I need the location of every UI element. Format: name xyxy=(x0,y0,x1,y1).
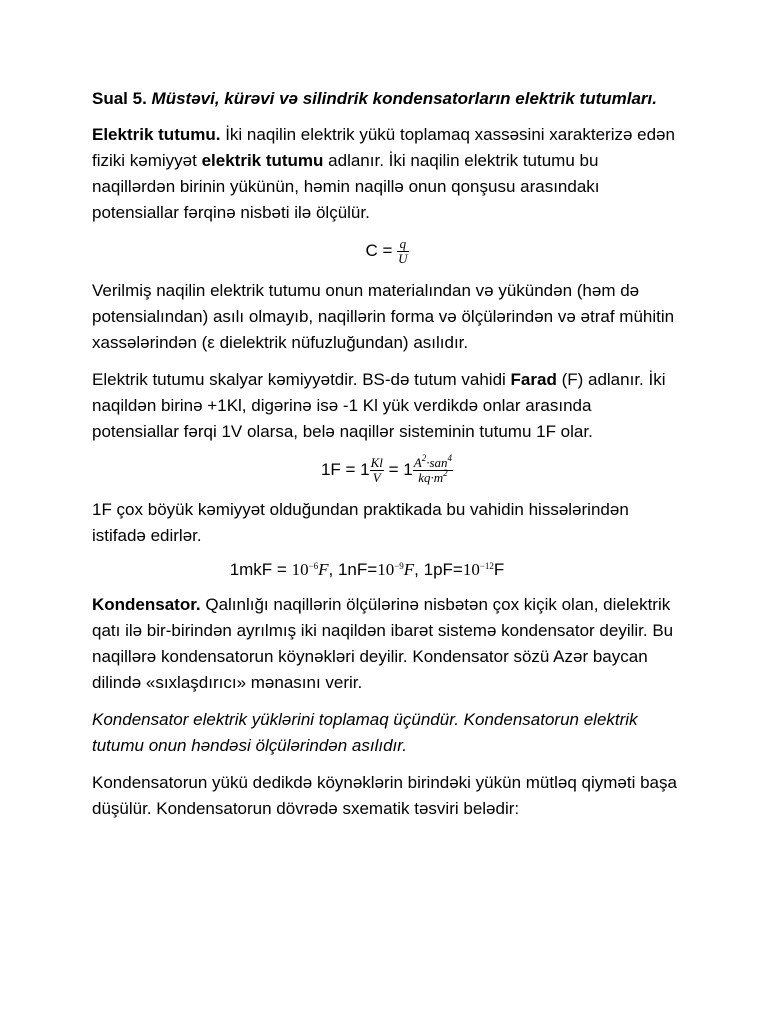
formula-lhs: 1F = 1 xyxy=(320,459,370,479)
exponent: −6 xyxy=(308,561,319,571)
document-page xyxy=(92,86,682,833)
formula-fraction-kl-v xyxy=(370,456,384,485)
term-kondensator: Kondensator. xyxy=(92,595,201,614)
formula-subunits xyxy=(92,560,682,580)
symbol-kq-m: kq·m xyxy=(418,470,444,485)
exponent: −9 xyxy=(394,561,404,571)
exponent: 4 xyxy=(447,453,453,463)
paragraph-kondensator xyxy=(92,592,682,696)
question-number: Sual 5. xyxy=(92,89,147,108)
paragraph-text: Elektrik tutumu skalyar kəmiyyətdir. BS-də tutum vahidi xyxy=(92,370,511,389)
unit-nf: , 1nF= xyxy=(328,560,378,579)
paragraph-dependence: Verilmiş naqilin elektrik tutumu onun materialından və yükündən (həm də potensialından) asılı olmayıb, naqillərin forma və ölçülərindən və ətraf mühitin xassələrindən (ε dielektrik nüfuzluğundan) asılıdır. xyxy=(92,281,675,352)
power-base: 10 xyxy=(377,560,395,579)
paragraph-charge: Kondensatorun yükü dedikdə köynəklərin birindəki yükün mütləq qiyməti başa düşülür. Kondensatorun dövrədə sxematik təsviri belədir: xyxy=(92,773,677,818)
paragraph-text: (F) adlanır. İki naqildən birinə +1Kl, digərinə isə -1 Kl yük verdikdə onlar arasında potensiallar fərqi 1V olarsa, belə naqillər sisteminin tutumu 1F olar. xyxy=(92,370,666,441)
exponent: 2 xyxy=(421,453,427,463)
paragraph-text: İki naqilin elektrik yükü toplamaq xassəsini xarakterizə edən fiziki kəmiyyət xyxy=(92,125,675,170)
fraction-denominator xyxy=(413,468,453,485)
fraction-denominator: U xyxy=(398,251,408,266)
term-inline: elektrik tutumu xyxy=(201,151,324,170)
term-farad: Farad xyxy=(510,370,557,389)
paragraph-text: adlanır. İki naqilin elektrik tutumu bu naqillərdən birinin yükünün, həmin naqillə onun qonşusu arasındakı potensiallar fərqinə nisbəti ilə ölçülür. xyxy=(92,151,600,222)
term-elektrik-tutumu: Elektrik tutumu. xyxy=(92,125,221,144)
formula-mid: = 1 xyxy=(383,459,413,479)
unit-symbol: F xyxy=(493,560,505,579)
symbol-san: ·san xyxy=(426,455,448,470)
formula-capacitance xyxy=(92,237,682,266)
fraction-numerator: q xyxy=(397,237,408,252)
formula-lhs: C = xyxy=(365,240,398,260)
question-heading xyxy=(92,86,682,112)
paragraph-text: Qalınlığı naqillərin ölçülərinə nisbətən çox kiçik olan, dielektrik qatı ilə bir-birindən ayrılmış iki naqildən ibarət sistemə kondensator deyilir. Bu naqillərə kondensatorun köynəkləri deyilir. Kondensator sözü Azər baycan dilində «sıxlaşdırıcı» mənasını verir. xyxy=(92,595,674,692)
unit-mkf: 1mkF = xyxy=(229,560,292,579)
unit-symbol: F xyxy=(403,560,415,579)
paragraph-italic-note xyxy=(92,707,682,759)
fraction-numerator: Kl xyxy=(370,455,383,470)
exponent: −12 xyxy=(479,561,494,571)
italic-note: Kondensator elektrik yüklərini toplamaq üçündür. Kondensatorun elektrik tutumu onun həndəsi ölçülərindən asılıdır. xyxy=(92,710,638,755)
formula-fraction xyxy=(397,237,408,266)
power-base: 10 xyxy=(462,560,480,579)
unit-symbol: F xyxy=(318,560,329,579)
unit-pf: , 1pF= xyxy=(414,560,463,579)
formula-fraction-si xyxy=(413,453,453,485)
power-base: 10 xyxy=(291,560,309,579)
fraction-denominator: V xyxy=(372,470,381,485)
exponent: 2 xyxy=(443,468,448,478)
question-title: Müstəvi, kürəvi və silindrik kondensatorların elektrik tutumları. xyxy=(151,89,657,108)
paragraph-farad xyxy=(92,367,682,445)
paragraph-capacitance-definition xyxy=(92,122,682,226)
paragraph-subunits: 1F çox böyük kəmiyyət olduğundan praktikada bu vahidin hissələrindən istifadə edirlər. xyxy=(92,500,629,545)
formula-farad-units xyxy=(92,453,682,485)
symbol-a: A xyxy=(413,455,422,470)
